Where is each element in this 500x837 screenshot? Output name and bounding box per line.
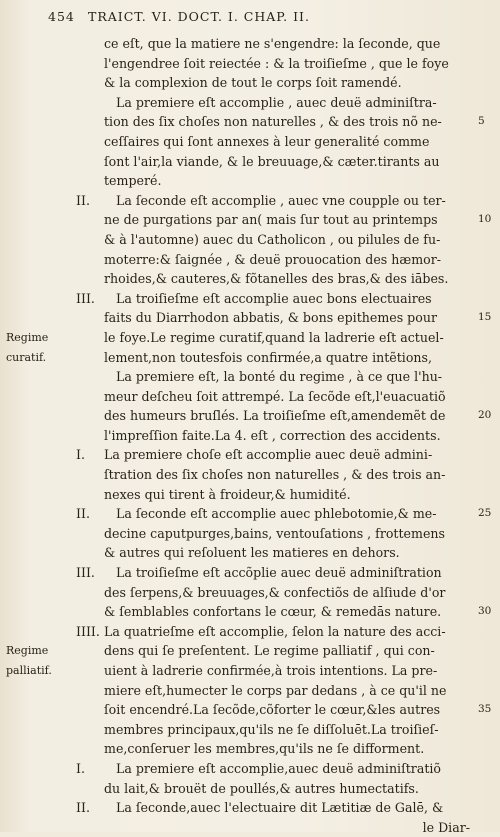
text-line: nexes qui tirent à froideur,& humidité. — [104, 486, 351, 502]
text-line: ce eſt, que la matiere ne s'engendre: la ſeconde, que — [104, 36, 441, 51]
line-number: 20 — [478, 409, 492, 422]
text-row — [0, 485, 500, 505]
section-numeral: III. — [76, 565, 95, 581]
text-line: des humeurs bruſlés. La troiſieſme eſt,amendemẽt de — [104, 408, 446, 424]
text-line: temperé. — [104, 173, 162, 189]
text-row — [0, 171, 500, 191]
section-numeral: I. — [76, 760, 85, 776]
text-row — [0, 289, 500, 309]
marginal-note: Regime — [6, 644, 49, 658]
text-row — [0, 348, 500, 368]
text-line: La ſeconde eſt accomplie auec phlebotomie,& me- — [116, 506, 437, 522]
text-row — [0, 73, 500, 93]
text-row — [0, 250, 500, 270]
text-row — [0, 93, 500, 113]
text-line: La premiere eſt accomplie,auec deuë adminiſtratiõ — [116, 760, 442, 776]
text-line: des ſerpens,& breuuages,& confectiõs de alſiude d'or — [104, 584, 446, 600]
text-row — [0, 720, 500, 740]
text-line: La troiſieſme eſt accomplie auec bons electuaires — [116, 290, 432, 306]
text-line: & ſemblables confortans le cœur, & remedās nature. — [104, 604, 442, 620]
running-head: TRAICT. VI. DOCT. I. CHAP. II. — [88, 9, 310, 24]
text-row — [0, 818, 500, 837]
text-row — [0, 524, 500, 544]
section-numeral: III. — [76, 290, 95, 306]
text-row — [0, 34, 500, 54]
text-row — [0, 563, 500, 583]
marginal-note: Regime — [6, 330, 49, 344]
text-row — [0, 739, 500, 759]
line-number: 5 — [478, 115, 485, 128]
text-line: decine caputpurges,bains, ventouſations , frottemens — [104, 525, 445, 541]
text-line: ſtration des ſix choſes non naturelles , & des trois an- — [104, 467, 446, 483]
text-row — [0, 661, 500, 681]
text-line: lement,non toutesfois confirmée,a quatre intẽtions, — [104, 349, 432, 365]
section-numeral: I. — [76, 447, 85, 463]
text-row — [0, 269, 500, 289]
text-row — [0, 622, 500, 642]
text-row — [0, 152, 500, 172]
body-text — [0, 34, 500, 837]
line-number: 10 — [478, 213, 492, 226]
text-line: La ſeconde,auec l'electuaire dit Lætitiæ de Galē, & — [116, 800, 444, 816]
text-row — [0, 426, 500, 446]
text-line: faits du Diarrhodon abbatis, & bons epithemes pour — [104, 310, 437, 326]
text-row — [0, 759, 500, 779]
text-line: La premiere eſt, la bonté du regime , à ce que l'hu- — [116, 369, 443, 385]
marginal-note: curatif. — [6, 350, 47, 364]
page-number: 454 — [48, 9, 75, 24]
text-line: La premiere choſe eſt accomplie auec deuë admini- — [104, 447, 433, 463]
text-line: me,conſeruer les membres,qu'ils ne ſe difforment. — [104, 741, 425, 757]
text-row — [0, 445, 500, 465]
text-row — [0, 798, 500, 818]
text-row — [0, 681, 500, 701]
text-row — [0, 543, 500, 563]
text-row — [0, 230, 500, 250]
text-row — [0, 367, 500, 387]
marginal-note: palliatif. — [6, 664, 52, 677]
text-row — [0, 387, 500, 407]
text-line: le foye.Le regime curatif,quand la ladrerie eſt actuel- — [104, 329, 444, 345]
text-line: & la complexion de tout le corps ſoit ramendé. — [104, 75, 402, 91]
text-row — [0, 602, 500, 622]
text-line: moterre:& ſaignée , & deuë prouocation des hæmor- — [104, 251, 441, 267]
text-row — [0, 406, 500, 426]
text-row — [0, 465, 500, 485]
text-row — [0, 504, 500, 524]
text-line: & à l'automne) auec du Catholicon , ou pilules de fu- — [104, 231, 441, 247]
section-numeral: IIII. — [76, 623, 100, 639]
text-line: rhoides,& cauteres,& fõtanelles des bras,& des iābes. — [104, 271, 449, 287]
text-line: l'impreſſion faite.La 4. eſt , correction des accidents. — [104, 427, 441, 443]
text-row — [0, 641, 500, 661]
text-row — [0, 132, 500, 152]
text-line: uient à ladrerie confirmée,à trois intentions. La pre- — [104, 663, 438, 678]
text-line: La troiſieſme eſt accõplie auec deuë adminiſtration — [116, 565, 442, 581]
text-row — [0, 583, 500, 603]
text-line: & autres qui reſoluent les matieres en dehors. — [104, 545, 400, 561]
text-line: ceſſaires qui ſont annexes à leur generalité comme — [104, 133, 430, 149]
text-line: ne de purgations par an( mais ſur tout au printemps — [104, 212, 438, 228]
text-line: membres principaux,qu'ils ne ſe diſſoluēt.La troiſieſ- — [104, 721, 439, 737]
text-row — [0, 210, 500, 230]
text-row — [0, 308, 500, 328]
line-number: 15 — [478, 311, 492, 324]
text-row — [0, 328, 500, 348]
text-row — [0, 700, 500, 720]
section-numeral: II. — [76, 800, 90, 816]
text-row — [0, 191, 500, 211]
line-number: 35 — [478, 703, 492, 716]
line-number: 25 — [478, 507, 492, 520]
text-line: meur deſcheu ſoit attrempé. La ſecõde eſt,l'euacuatiõ — [104, 388, 446, 404]
text-row — [0, 779, 500, 799]
line-number: 30 — [478, 605, 492, 618]
section-numeral: II. — [76, 192, 90, 208]
text-line: dens qui ſe preſentent. Le regime palliatif , qui con- — [104, 643, 435, 659]
section-numeral: II. — [76, 506, 90, 522]
page-header — [0, 6, 500, 26]
text-row — [0, 54, 500, 74]
text-line: La premiere eſt accomplie , auec deuë adminiſtra- — [116, 94, 437, 110]
catchword: le Diar- — [422, 819, 470, 835]
text-row — [0, 112, 500, 132]
text-line: l'engendree ſoit reiectée : & la troiſieſme , que le foye — [104, 55, 449, 71]
text-line: miere eſt,humecter le corps par dedans , à ce qu'il ne — [104, 682, 447, 698]
text-line: ſoit encendré.La ſecõde,cõforter le cœur,&les autres — [104, 702, 441, 718]
text-line: ſont l'air,la viande, & le breuuage,& cæter.tirants au — [104, 153, 440, 169]
text-line: du lait,& brouët de poullés,& autres humectatifs. — [104, 780, 419, 796]
text-line: tion des ſix choſes non naturelles , & des trois nõ ne- — [104, 114, 442, 130]
text-line: La quatrieſme eſt accomplie, ſelon la nature des acci- — [104, 623, 446, 639]
text-line: La ſeconde eſt accomplie , auec vne coupple ou ter- — [116, 192, 446, 208]
